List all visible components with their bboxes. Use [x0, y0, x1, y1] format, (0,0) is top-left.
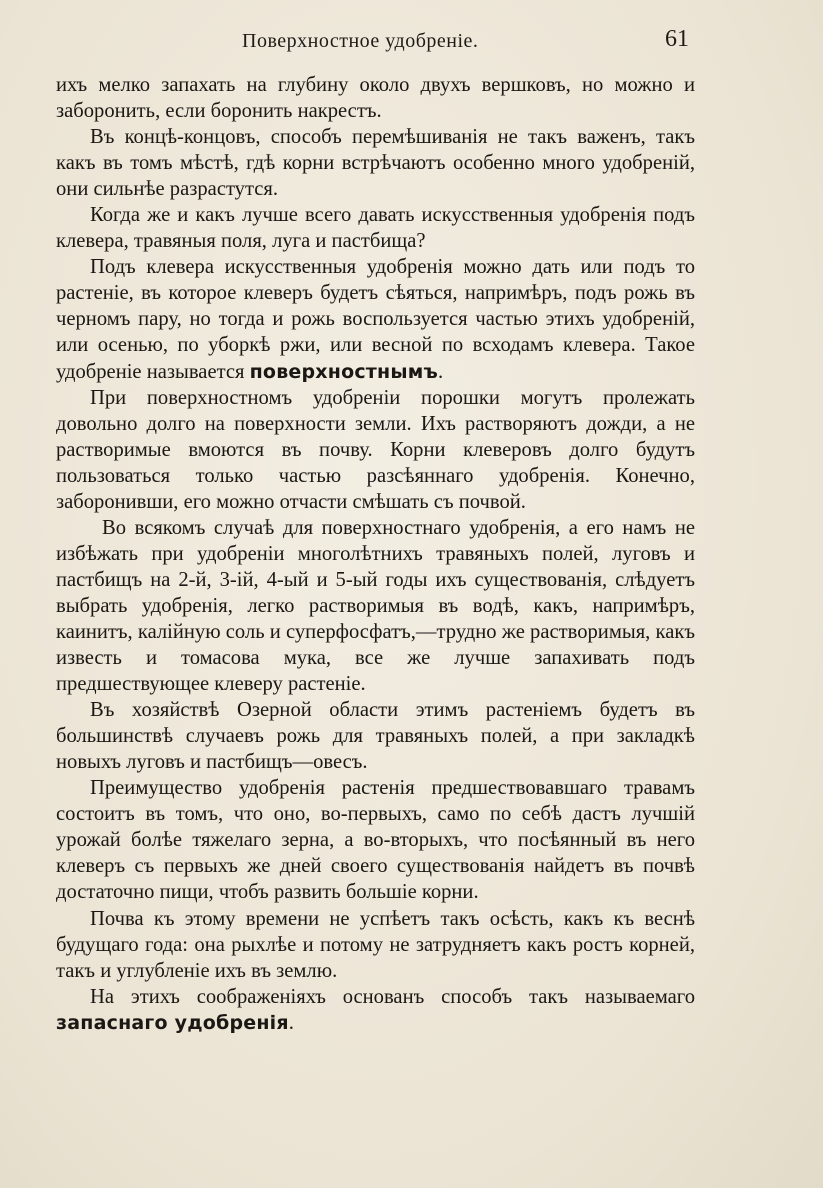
paragraph-8: [56, 775, 695, 905]
paragraph-3: [56, 202, 695, 254]
paragraph-9-text: Почва къ этому времени не успѣетъ такъ осѣсть, какъ къ веснѣ будущаго года: она рыхлѣе и потому не затрудняетъ какъ ростъ корней, такъ и углубленіе ихъ въ землю.: [56, 907, 695, 982]
term-reserve-fertilization: запаснаго удобренія: [56, 1011, 289, 1034]
paragraph-3-text: Когда же и какъ лучше всего давать искусственныя удобренія подъ клевера, травяныя поля, луга и пастбища?: [56, 204, 695, 253]
term-surface-fertilization: поверхностнымъ: [249, 360, 438, 383]
paragraph-1-text: ихъ мелко запахать на глубину около двухъ вершковъ, но можно и заборонить, если боронить накрестъ.: [56, 74, 695, 123]
paragraph-10: [56, 984, 695, 1036]
paragraph-4: [56, 254, 695, 384]
paragraph-7: [56, 697, 695, 775]
paragraph-10-end: .: [288, 1011, 294, 1034]
paragraph-10-text: На этихъ соображеніяхъ основанъ способъ такъ называемаго: [90, 985, 695, 1008]
running-header: [0, 26, 823, 60]
paragraph-5: [56, 385, 695, 515]
paragraph-2-text: Въ концѣ-концовъ, способъ перемѣшиванія не такъ важенъ, такъ какъ въ томъ мѣстѣ, гдѣ корни встрѣчаютъ особенно много удобреній, они сильнѣе разрастутся.: [56, 126, 695, 201]
paragraph-5-text: При поверхностномъ удобреніи порошки могутъ пролежать довольно долго на поверхности земли. Ихъ растворяютъ дожди, а не растворимые вмоются въ почву. Корни клеверовъ долго будутъ пользоваться только частью разсѣяннаго удобренія. Конечно, заборонивши, его можно отчасти смѣшать съ почвой.: [56, 386, 695, 513]
paragraph-4-end: .: [437, 360, 444, 383]
paragraph-8-text: Преимущество удобренія растенія предшествовавшаго травамъ состоитъ въ томъ, что оно, во-первыхъ, само по себѣ дастъ лучшій урожай болѣе тяжелаго зерна, а во-вторыхъ, что посѣянный въ него клеверъ съ первыхъ же дней своего существованія найдетъ въ почвѣ достаточно пищи, чтобъ развить большіе корни.: [56, 777, 695, 904]
paragraph-1: [56, 72, 695, 124]
paragraph-2: [56, 124, 695, 202]
running-title: Поверхностное удобреніе.: [242, 30, 479, 52]
paragraph-6: [56, 515, 695, 697]
page-number: 61: [665, 26, 689, 52]
paragraph-9: [56, 906, 695, 984]
paragraph-6-text: Во всякомъ случаѣ для поверхностнаго удобренія, а его намъ не избѣжать при удобреніи многолѣтнихъ травяныхъ полей, луговъ и пастбищъ на 2-й, 3-ій, 4-ый и 5-ый годы ихъ существованія, слѣдуетъ выбрать удобренія, легко растворимыя въ водѣ, какъ, напримѣръ, каинитъ, калійную соль и суперфосфатъ,—трудно же растворимыя, какъ известь и томасова мука, все же лучше запахивать подъ предшествующее клеверу растеніе.: [56, 516, 695, 696]
paragraph-4-text: Подъ клевера искусственныя удобренія можно дать или подъ то растеніе, въ которое клеверъ будетъ сѣяться, напримѣръ, подъ рожь въ черномъ пару, но тогда и рожь воспользуется частью этихъ удобреній, или осенью, по уборкѣ ржи, или весной по всходамъ клевера. Такое удобреніе называется: [56, 256, 695, 383]
body-text: [56, 72, 695, 1036]
paragraph-7-text: Въ хозяйствѣ Озерной области этимъ растеніемъ будетъ въ большинствѣ случаевъ рожь для травяныхъ полей, а при закладкѣ новыхъ луговъ и пастбищъ—овесъ.: [56, 699, 695, 774]
